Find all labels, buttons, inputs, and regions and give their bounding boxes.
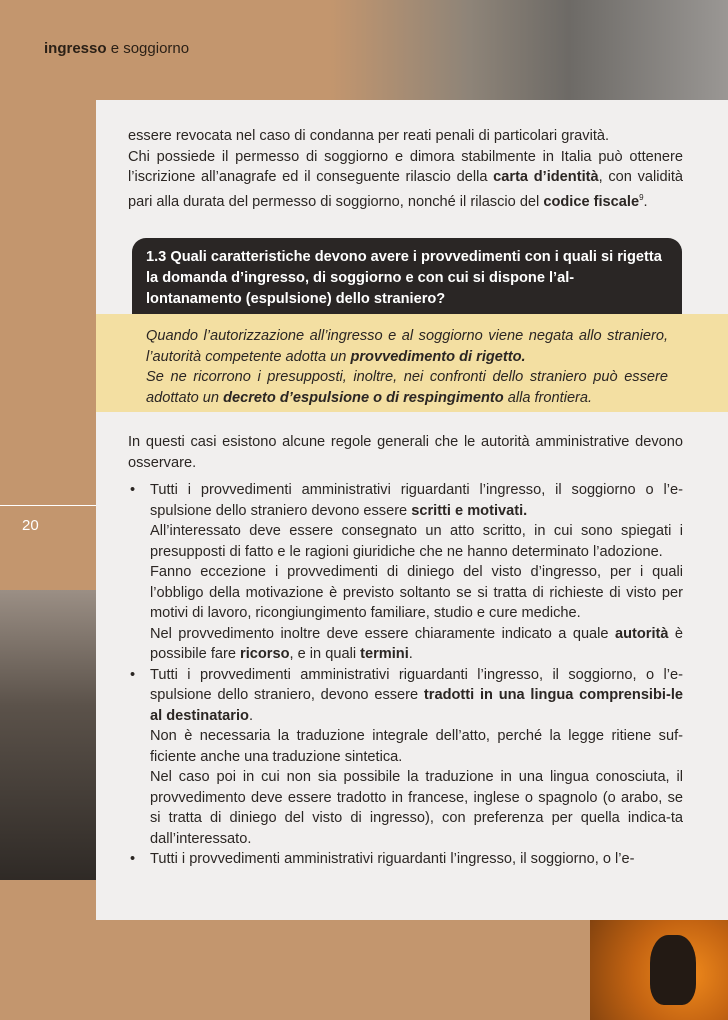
question-heading-box <box>132 238 682 314</box>
text-run: Nel caso poi in cui non sia possibile la traduzione in una lingua conosciuta, il provvedimento deve essere tradotto in francese, inglese o spagnolo (o arabo, se si tratta di diniego del visto di ingresso), con preferenza per quella indica-ta dall’interessato. <box>150 769 683 847</box>
term-codice-fiscale: codice fiscale <box>543 193 640 210</box>
text-run: . <box>643 193 648 210</box>
intro-paragraph-2 <box>128 147 683 212</box>
term-decreto-espulsione: decreto d’espulsione o di respingimento <box>223 389 504 406</box>
text-run: Nel provvedimento inoltre deve essere chiaramente indicato a quale <box>150 625 615 642</box>
content-panel <box>96 100 728 920</box>
text-run: , con validità pari alla durata del permesso di soggiorno, nonché il rilascio del <box>128 169 684 210</box>
text-run: All’interessato deve essere consegnato un atto scritto, in cui sono spiegati i presupposti di fatto e le ragioni giuridiche che ne hanno determinato l’adozione. <box>150 523 683 560</box>
intro-paragraph-1: essere revocata nel caso di condanna per reati penali di particolari gravità. <box>128 128 610 144</box>
list-item <box>128 480 683 665</box>
bullet-marker: • <box>130 666 136 683</box>
footnote-ref: 9 <box>639 192 644 202</box>
term-termini: termini <box>360 646 409 662</box>
running-header <box>44 40 189 57</box>
answer-paragraph-2 <box>146 367 668 408</box>
bullet-marker: • <box>130 482 136 498</box>
text-run: Chi possiede il permesso di soggiorno e dimora stabilmente in Italia può ottenere l’iscrizione all’anagrafe ed il conseguente rilascio della <box>128 148 683 185</box>
bullet-marker: • <box>130 851 136 867</box>
text-run: Se ne ricorrono i presupposti, inoltre, nei confronti dello straniero può essere adottato un <box>146 369 668 406</box>
text-run: Non è necessaria la traduzione integrale dell’atto, perché la legge ritiene suf-ficiente anche una traduzione sintetica. <box>150 728 683 765</box>
term-autorita: autorità <box>614 625 669 642</box>
term-carta-identita: carta d’identità <box>493 169 599 185</box>
text-run <box>150 624 683 665</box>
bullet-list <box>128 480 683 870</box>
term-provvedimento-rigetto: provvedimento di rigetto. <box>350 348 526 365</box>
hand-silhouette <box>650 935 696 1005</box>
text-run: Tutti i provvedimenti amministrativi riguardanti l’ingresso, il soggiorno, o l’e- <box>150 851 635 867</box>
header-rest: e soggiorno <box>106 40 190 57</box>
text-run: Tutti i provvedimenti amministrativi riguardanti l’ingresso, il soggiorno o l’e-spulsione dello straniero devono essere <box>150 482 683 519</box>
text-run: è possibile fare <box>150 625 683 662</box>
text-run: , e in quali <box>289 646 361 662</box>
text-run: Quando l’autorizzazione all’ingresso e al soggiorno viene negata allo straniero, l’autorità competente adotta un <box>146 328 668 365</box>
text-run: Fanno eccezione i provvedimenti di diniego del visto d’ingresso, per i quali l’obbligo della motivazione è previsto soltanto se si tratta di richieste di visto per motivi di lavoro, ricongiungimento familiare, studio e cure mediche. <box>150 564 683 621</box>
text-run: alla frontiera. <box>503 389 593 406</box>
text-run <box>150 665 683 727</box>
answer-highlight-box <box>96 314 728 412</box>
list-item <box>128 849 683 870</box>
background-photo-worker <box>0 590 96 880</box>
answer-text <box>146 326 668 408</box>
term-tradotti: tradotti in una lingua comprensibi-le al destinatario <box>150 687 683 724</box>
term-ricorso: ricorso <box>240 646 290 662</box>
body-intro: In questi casi esistono alcune regole generali che le autorità amministrative devono osservare. <box>128 434 683 471</box>
text-run <box>150 480 683 521</box>
background-photo-people <box>330 0 728 100</box>
header-keyword: ingresso <box>44 40 107 57</box>
text-run: Tutti i provvedimenti amministrativi riguardanti l’ingresso, il soggiorno, o l’e-spulsione dello straniero, devono essere <box>150 666 683 703</box>
list-item <box>128 665 683 850</box>
text-run: . <box>408 646 413 662</box>
term-scritti-motivati: scritti e motivati. <box>411 502 528 519</box>
page-number: 20 <box>22 517 39 534</box>
text-run: . <box>248 707 254 724</box>
intro-text <box>128 126 683 212</box>
question-heading: 1.3 Quali caratteristiche devono avere i provvedimenti con i quali si rigetta la domanda d’ingresso, di soggiorno e con cui si dispone l’al-lontanamento (espulsione) dello straniero? <box>146 249 662 307</box>
answer-paragraph-1 <box>146 326 668 367</box>
page-number-rule <box>0 505 96 506</box>
